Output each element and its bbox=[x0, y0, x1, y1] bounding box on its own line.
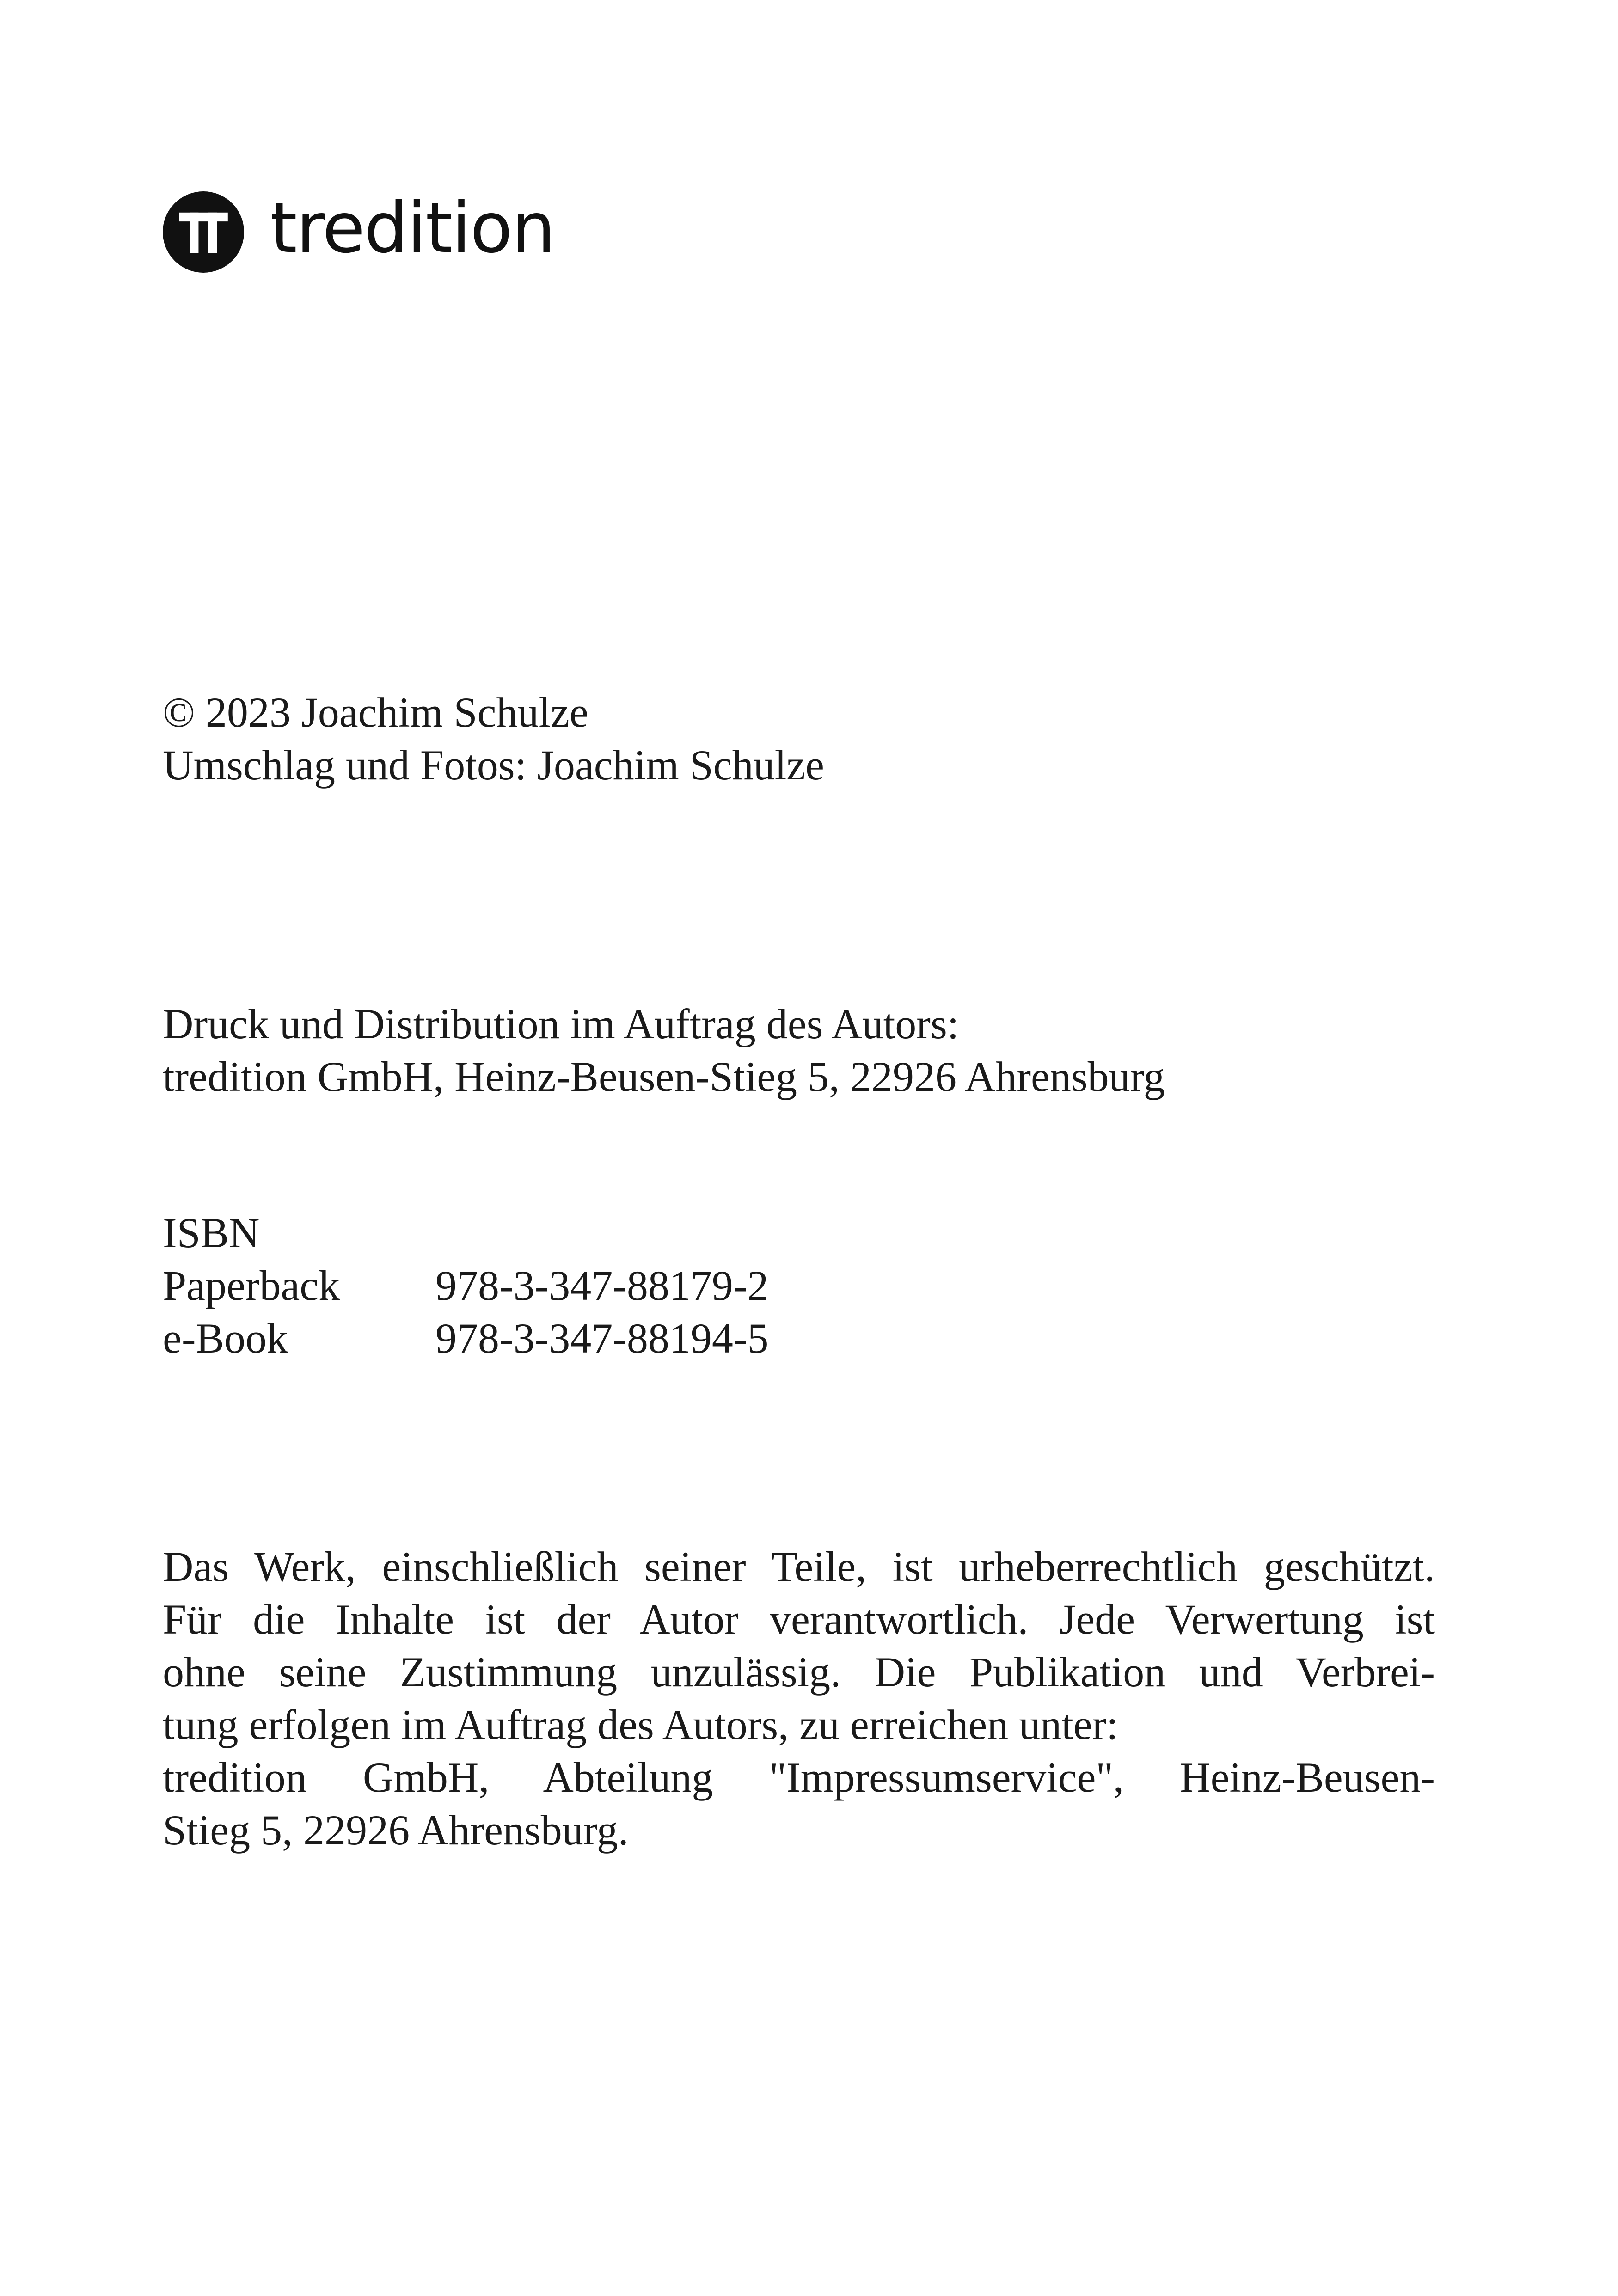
print-distribution-block bbox=[163, 998, 1435, 1103]
isbn-value: 978-3-347-88179-2 bbox=[435, 1262, 769, 1309]
isbn-value: 978-3-347-88194-5 bbox=[435, 1315, 769, 1362]
copyright-block bbox=[163, 686, 1435, 791]
tredition-logo-icon bbox=[163, 191, 244, 273]
isbn-label: Paperback bbox=[163, 1262, 340, 1309]
legal-line: Stieg 5, 22926 Ahrensburg. bbox=[163, 1806, 629, 1854]
isbn-row-paperback bbox=[163, 1259, 1435, 1312]
isbn-heading: ISBN bbox=[163, 1209, 260, 1256]
cover-credit-line: Umschlag und Fotos: Joachim Schulze bbox=[163, 741, 824, 789]
legal-line: tredition GmbH, Abteilung "Impressumservice", Heinz-Beusen- bbox=[163, 1754, 1435, 1801]
publisher-address-line: tredition GmbH, Heinz-Beusen-Stieg 5, 22926 Ahrensburg bbox=[163, 1053, 1165, 1100]
legal-notice-block bbox=[163, 1540, 1435, 1856]
isbn-row-ebook bbox=[163, 1312, 1435, 1365]
legal-line: tung erfolgen im Auftrag des Autors, zu erreichen unter: bbox=[163, 1701, 1118, 1748]
copyright-line: © 2023 Joachim Schulze bbox=[163, 689, 588, 736]
isbn-block bbox=[163, 1206, 1435, 1365]
publisher-logo bbox=[163, 189, 555, 276]
legal-line: Für die Inhalte ist der Autor verantwortlich. Jede Verwertung ist bbox=[163, 1596, 1435, 1643]
isbn-label: e-Book bbox=[163, 1315, 288, 1362]
print-line: Druck und Distribution im Auftrag des Autors: bbox=[163, 1000, 959, 1047]
logo-text: tredition bbox=[270, 188, 555, 269]
legal-line: ohne seine Zustimmung unzulässig. Die Publikation und Verbrei- bbox=[163, 1648, 1435, 1696]
legal-line: Das Werk, einschließlich seiner Teile, ist urheberrechtlich geschützt. bbox=[163, 1543, 1435, 1590]
